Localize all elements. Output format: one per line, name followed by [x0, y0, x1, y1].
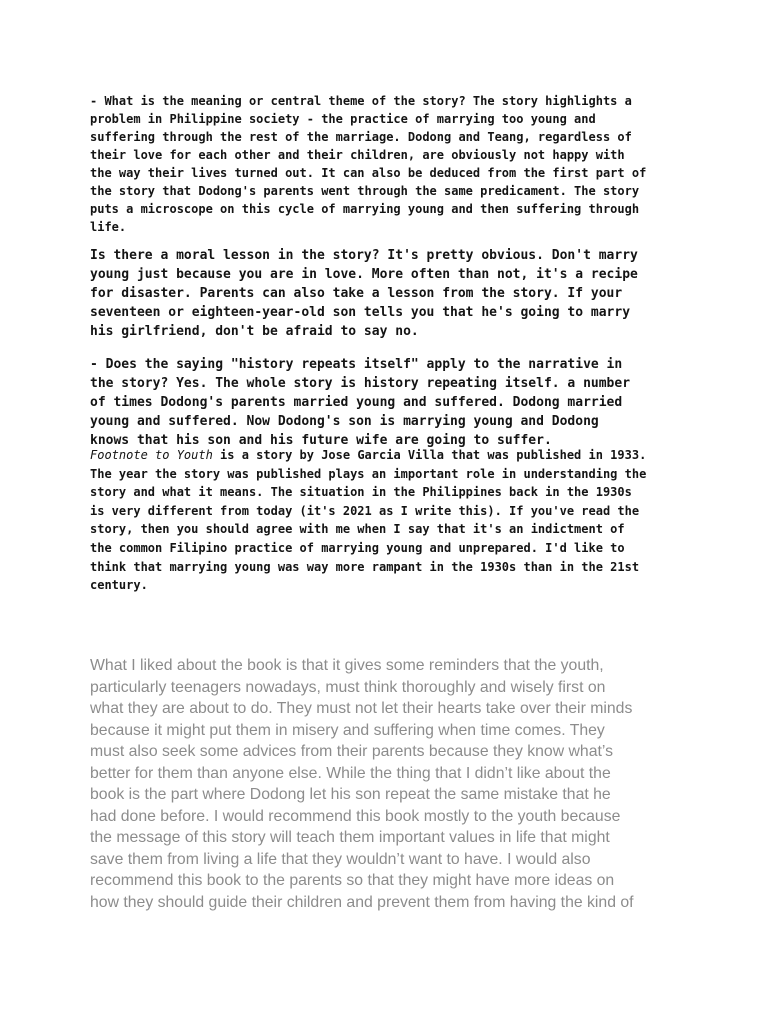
story-title: Footnote to Youth	[90, 448, 213, 462]
footnote-text: is a story by Jose Garcia Villa that was published in 1933. The year the story was published plays an important role in understanding the story and what it means. The situation in the Philippines back in the 1930s is very different from today (it's 2021 as I write this). If you've read the story, then you should agree with me when I say that it's an indictment of the common Filipino practice of marrying young and unprepared. I'd like to think that marrying young was way more rampant in the 1930s than in the 21st century.	[90, 448, 647, 593]
history-repeats-paragraph: - Does the saying "history repeats itself" apply to the narrative in the story? Yes. The whole story is history repeating itself. a number of times Dodong's parents married young and suffered. Dodong married young and suffered. Now Dodong's son is marrying young and Dodong knows that his son and his future wife are going to suffer.	[90, 357, 631, 448]
review-paragraph: What I liked about the book is that it gives some reminders that the youth, particularly teenagers nowadays, must think thoroughly and wisely first on what they are about to do. They must not let their hearts take over their minds because it might put them in misery and suffering when time comes. They must also seek some advices from their parents because they know what’s better for them than anyone else. While the thing that I didn’t like about the book is the part where Dodong let his son repeat the same mistake that he had done before. I would recommend this book mostly to the youth because the message of this story will teach them important values in life that might save them from living a life that they wouldn’t want to have. I would also recommend this book to the parents so that they might have more ideas on how they should guide their children and prevent them from having the kind of	[90, 657, 634, 911]
moral-lesson-paragraph: Is there a moral lesson in the story? It's pretty obvious. Don't marry young just because you are in love. More often than not, it's a recipe for disaster. Parents can also take a lesson from the story. If your seventeen or eighteen-year-old son tells you that he's going to marry his girlfriend, don't be afraid to say no.	[90, 248, 638, 339]
footnote-paragraph	[90, 446, 690, 595]
theme-paragraph: - What is the meaning or central theme of the story? The story highlights a problem in Philippine society - the practice of marrying too young and suffering through the rest of the marriage. Dodong and Teang, regardless of their love for each other and their children, are obviously not happy with the way their lives turned out. It can also be deduced from the first part of the story that Dodong's parents went through the same predicament. The story puts a microscope on this cycle of marrying young and then suffering through life.	[90, 94, 647, 234]
